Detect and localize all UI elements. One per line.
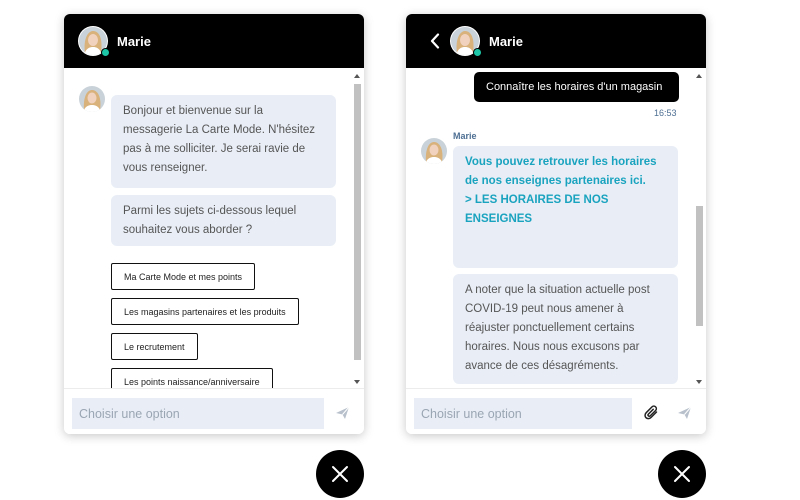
avatar-portrait-icon bbox=[421, 138, 447, 164]
reply-text: Vous pouvez retrouver les horaires de nos enseignes partenaires ici. bbox=[465, 156, 657, 187]
close-chat-button[interactable] bbox=[316, 450, 364, 498]
message-avatar bbox=[421, 138, 447, 164]
paperclip-icon bbox=[644, 405, 660, 421]
online-status-dot bbox=[473, 48, 482, 57]
send-icon bbox=[335, 406, 350, 420]
chat-widget-right bbox=[406, 14, 706, 434]
message-avatar bbox=[79, 86, 105, 112]
chat-header bbox=[64, 14, 364, 68]
message-timestamp: 16:53 bbox=[654, 108, 677, 118]
chat-messages[interactable] bbox=[406, 68, 706, 388]
topic-prompt-message: Parmi les sujets ci-dessous lequel souhaitez vous aborder ? bbox=[111, 195, 336, 246]
store-hours-link-text[interactable]: > LES HORAIRES DE NOS ENSEIGNES bbox=[465, 194, 609, 225]
send-icon bbox=[677, 406, 692, 420]
messages-scrollbar[interactable] bbox=[353, 72, 362, 386]
chevron-left-icon bbox=[430, 33, 440, 49]
agent-name: Marie bbox=[489, 33, 523, 49]
close-icon bbox=[673, 465, 691, 483]
close-icon bbox=[331, 465, 349, 483]
sender-name: Marie bbox=[453, 131, 477, 141]
greeting-message: Bonjour et bienvenue sur la messagerie La Carte Mode. N'hésitez pas à me solliciter. Je serai ravie de vous renseigner. bbox=[111, 95, 336, 188]
agent-avatar bbox=[78, 26, 108, 56]
scroll-up-icon[interactable] bbox=[354, 74, 360, 78]
chat-input-area bbox=[64, 388, 364, 434]
attach-button[interactable] bbox=[642, 403, 662, 423]
agent-name: Marie bbox=[117, 33, 151, 49]
agent-avatar bbox=[450, 26, 480, 56]
option-recrutement-button[interactable]: Le recrutement bbox=[111, 333, 198, 360]
online-status-dot bbox=[101, 48, 110, 57]
scrollbar-thumb[interactable] bbox=[696, 206, 703, 326]
reply-message bbox=[453, 146, 678, 268]
message-input[interactable] bbox=[72, 398, 324, 429]
scroll-up-icon[interactable] bbox=[696, 74, 702, 78]
scroll-down-icon[interactable] bbox=[354, 380, 360, 384]
user-message: Connaître les horaires d'un magasin bbox=[474, 72, 679, 102]
chat-messages[interactable] bbox=[64, 68, 364, 388]
option-magasins-button[interactable]: Les magasins partenaires et les produits bbox=[111, 298, 299, 325]
scroll-down-icon[interactable] bbox=[696, 380, 702, 384]
messages-scrollbar[interactable] bbox=[695, 72, 704, 386]
send-button[interactable] bbox=[674, 403, 694, 423]
message-input[interactable] bbox=[414, 398, 632, 429]
option-carte-mode-button[interactable]: Ma Carte Mode et mes points bbox=[111, 263, 255, 290]
chat-input-area bbox=[406, 388, 706, 434]
covid-notice-message: A noter que la situation actuelle post COVID-19 peut nous amener à réajuster ponctuellement certains horaires. Nous nous excusons par avance de ces désagréments. bbox=[453, 274, 678, 384]
close-chat-button[interactable] bbox=[658, 450, 706, 498]
scrollbar-thumb[interactable] bbox=[354, 84, 361, 360]
option-points-naissance-button[interactable]: Les points naissance/anniversaire bbox=[111, 368, 273, 388]
store-hours-link[interactable] bbox=[465, 191, 666, 229]
chat-widget-left bbox=[64, 14, 364, 434]
send-button[interactable] bbox=[332, 403, 352, 423]
chat-header bbox=[406, 14, 706, 68]
back-button[interactable] bbox=[422, 14, 448, 68]
avatar-portrait-icon bbox=[79, 86, 105, 112]
